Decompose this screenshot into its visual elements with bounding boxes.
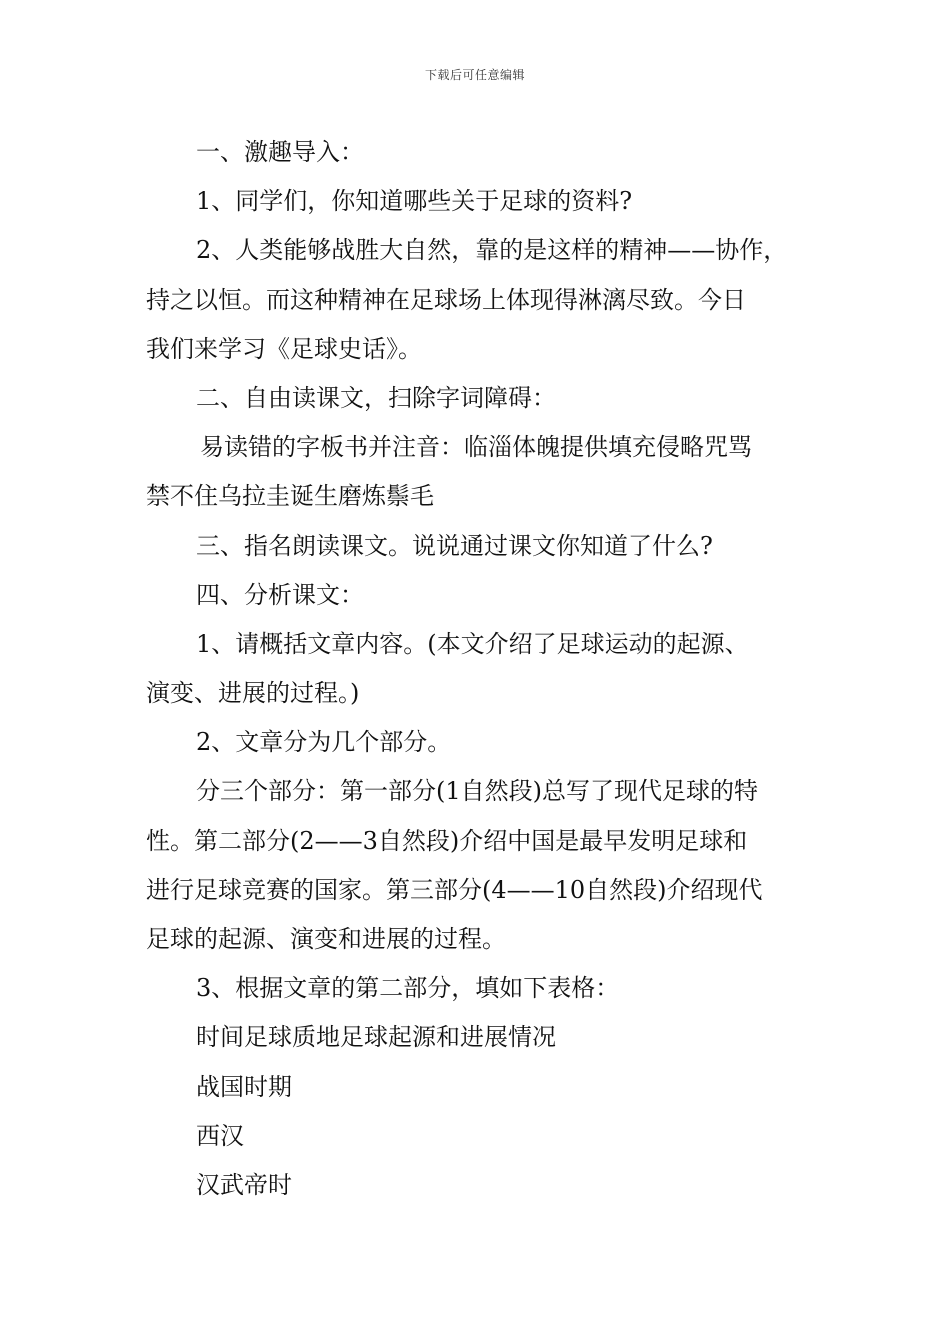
paragraph-line: 进行足球竞赛的国家。第三部分(4——10自然段)介绍现代 <box>146 875 763 904</box>
paragraph-line: 足球的起源、演变和进展的过程。 <box>146 925 506 953</box>
paragraph-line: 性。第二部分(2——3自然段)介绍中国是最早发明足球和 <box>146 826 748 855</box>
paragraph-line: 2、文章分为几个部分。 <box>196 728 452 757</box>
paragraph-line: 1、同学们，你知道哪些关于足球的资料? <box>196 187 633 216</box>
table-header-line: 时间足球质地足球起源和进展情况 <box>196 1023 556 1052</box>
section-heading-4: 四、分析课文： <box>196 580 364 609</box>
section-heading-3: 三、指名朗读课文。说说通过课文你知道了什么? <box>196 531 713 560</box>
section-heading-2: 二、自由读课文，扫除字词障碍： <box>196 383 556 412</box>
paragraph-line: 2、人类能够战胜大自然，靠的是这样的精神——协作， <box>196 236 788 265</box>
paragraph-line: 演变、进展的过程。) <box>146 679 360 708</box>
table-row-label: 战国时期 <box>196 1072 292 1101</box>
paragraph-line: 分三个部分：第一部分(1自然段)总写了现代足球的特 <box>196 777 758 806</box>
document-body <box>146 128 836 1210</box>
paragraph-line: 易读错的字板书并注音：临淄体魄提供填充侵略咒骂 <box>200 433 752 462</box>
paragraph-line: 持之以恒。而这种精神在足球场上体现得淋漓尽致。今日 <box>146 285 746 314</box>
table-row-label: 汉武帝时 <box>196 1170 292 1199</box>
page-header: 下载后可任意编辑 <box>424 68 525 82</box>
section-heading-1: 一、激趣导入： <box>196 138 364 166</box>
paragraph-line: 3、根据文章的第二部分，填如下表格： <box>196 974 620 1003</box>
paragraph-line: 禁不住乌拉圭诞生磨炼鬃毛 <box>146 482 434 511</box>
table-row-label: 西汉 <box>196 1121 244 1150</box>
paragraph-line: 1、请概括文章内容。(本文介绍了足球运动的起源、 <box>196 629 749 658</box>
paragraph-line: 我们来学习《足球史话》。 <box>146 334 422 363</box>
